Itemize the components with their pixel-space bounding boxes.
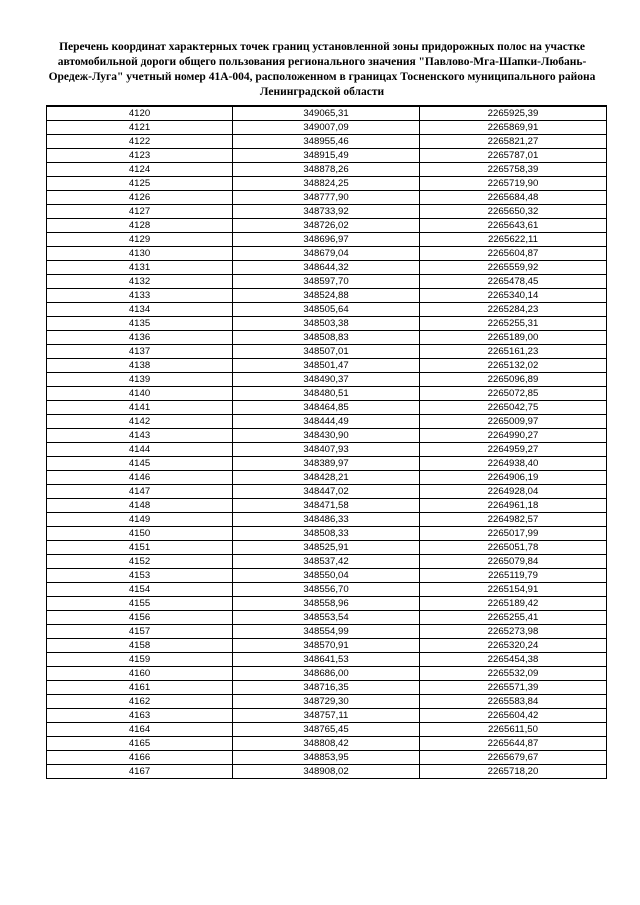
coordinate-x-cell: 348428,21 [233,471,420,485]
table-row [47,471,607,485]
coordinate-x-cell: 348644,32 [233,261,420,275]
table-row [47,639,607,653]
point-number-cell: 4141 [47,401,233,415]
coordinate-x-cell: 348508,83 [233,331,420,345]
coordinate-y-cell: 2265454,38 [420,653,607,667]
table-row [47,317,607,331]
coordinate-y-cell: 2265340,14 [420,289,607,303]
table-row [47,485,607,499]
table-row [47,359,607,373]
coordinate-y-cell: 2265650,32 [420,205,607,219]
coordinate-y-cell: 2265679,67 [420,751,607,765]
coordinate-y-cell: 2265119,79 [420,569,607,583]
coordinate-y-cell: 2265051,78 [420,541,607,555]
coordinate-x-cell: 348480,51 [233,387,420,401]
point-number-cell: 4139 [47,373,233,387]
point-number-cell: 4137 [47,345,233,359]
table-row [47,625,607,639]
coordinate-y-cell: 2265284,23 [420,303,607,317]
coordinate-x-cell: 349065,31 [233,106,420,121]
coordinate-x-cell: 348765,45 [233,723,420,737]
point-number-cell: 4132 [47,275,233,289]
coordinate-y-cell: 2264961,18 [420,499,607,513]
point-number-cell: 4127 [47,205,233,219]
point-number-cell: 4155 [47,597,233,611]
point-number-cell: 4122 [47,135,233,149]
table-row [47,611,607,625]
coordinate-x-cell: 348464,85 [233,401,420,415]
point-number-cell: 4159 [47,653,233,667]
coordinate-x-cell: 348430,90 [233,429,420,443]
table-row [47,345,607,359]
table-row [47,135,607,149]
table-row [47,681,607,695]
point-number-cell: 4138 [47,359,233,373]
table-row [47,737,607,751]
coordinate-x-cell: 348757,11 [233,709,420,723]
point-number-cell: 4125 [47,177,233,191]
coordinate-x-cell: 348553,54 [233,611,420,625]
coordinate-x-cell: 348733,92 [233,205,420,219]
coordinate-y-cell: 2265255,31 [420,317,607,331]
coordinate-x-cell: 348808,42 [233,737,420,751]
coordinate-x-cell: 348471,58 [233,499,420,513]
point-number-cell: 4148 [47,499,233,513]
table-row [47,723,607,737]
point-number-cell: 4165 [47,737,233,751]
coordinate-x-cell: 348407,93 [233,443,420,457]
coordinate-y-cell: 2265559,92 [420,261,607,275]
coordinate-x-cell: 348915,49 [233,149,420,163]
point-number-cell: 4166 [47,751,233,765]
coordinate-y-cell: 2265611,50 [420,723,607,737]
table-row [47,695,607,709]
coordinate-x-cell: 348679,04 [233,247,420,261]
table-row [47,583,607,597]
point-number-cell: 4144 [47,443,233,457]
point-number-cell: 4150 [47,527,233,541]
table-row [47,457,607,471]
coordinate-x-cell: 348908,02 [233,765,420,779]
table-row [47,429,607,443]
table-row [47,667,607,681]
table-row [47,163,607,177]
coordinate-y-cell: 2265189,42 [420,597,607,611]
point-number-cell: 4147 [47,485,233,499]
table-row [47,373,607,387]
point-number-cell: 4160 [47,667,233,681]
table-row [47,527,607,541]
point-number-cell: 4143 [47,429,233,443]
point-number-cell: 4120 [47,106,233,121]
coordinate-x-cell: 348537,42 [233,555,420,569]
table-row [47,597,607,611]
table-row [47,247,607,261]
table-row [47,205,607,219]
coordinate-x-cell: 348955,46 [233,135,420,149]
coordinate-y-cell: 2265684,48 [420,191,607,205]
coordinate-y-cell: 2265072,85 [420,387,607,401]
point-number-cell: 4142 [47,415,233,429]
table-row [47,499,607,513]
point-number-cell: 4153 [47,569,233,583]
coordinate-y-cell: 2265644,87 [420,737,607,751]
coordinate-y-cell: 2265320,24 [420,639,607,653]
coordinate-x-cell: 348524,88 [233,289,420,303]
table-row [47,177,607,191]
table-row [47,387,607,401]
point-number-cell: 4164 [47,723,233,737]
table-row [47,513,607,527]
coordinate-x-cell: 348501,47 [233,359,420,373]
coordinate-x-cell: 348444,49 [233,415,420,429]
coordinate-x-cell: 348525,91 [233,541,420,555]
coordinate-x-cell: 348556,70 [233,583,420,597]
point-number-cell: 4149 [47,513,233,527]
point-number-cell: 4134 [47,303,233,317]
table-row [47,261,607,275]
coordinate-x-cell: 348570,91 [233,639,420,653]
coordinate-y-cell: 2265255,41 [420,611,607,625]
coordinate-x-cell: 348716,35 [233,681,420,695]
table-row [47,765,607,779]
table-row [47,415,607,429]
coordinate-y-cell: 2265042,75 [420,401,607,415]
coordinates-table [46,105,607,779]
table-row [47,219,607,233]
coordinate-y-cell: 2265622,11 [420,233,607,247]
table-row [47,289,607,303]
coordinate-y-cell: 2265821,27 [420,135,607,149]
coordinate-x-cell: 348729,30 [233,695,420,709]
coordinate-x-cell: 348878,26 [233,163,420,177]
coordinate-x-cell: 348597,70 [233,275,420,289]
coordinate-y-cell: 2264928,04 [420,485,607,499]
coordinate-x-cell: 348503,38 [233,317,420,331]
document-title: Перечень координат характерных точек границ установленной зоны придорожных полос на участке автомобильной дороги общего пользования регионального значения "Павлово-Мга-Шапки-Любань-Оредеж-Луга" учетный номер 41А-004, расположенном в границах Тосненского муниципального района Ленинградской области [48,41,596,98]
point-number-cell: 4123 [47,149,233,163]
coordinate-x-cell: 348641,53 [233,653,420,667]
point-number-cell: 4151 [47,541,233,555]
coordinate-y-cell: 2264906,19 [420,471,607,485]
coordinate-x-cell: 348824,25 [233,177,420,191]
point-number-cell: 4129 [47,233,233,247]
coordinate-y-cell: 2265758,39 [420,163,607,177]
point-number-cell: 4162 [47,695,233,709]
coordinate-x-cell: 348554,99 [233,625,420,639]
point-number-cell: 4146 [47,471,233,485]
coordinate-y-cell: 2265478,45 [420,275,607,289]
coordinate-x-cell: 348558,96 [233,597,420,611]
point-number-cell: 4161 [47,681,233,695]
coordinate-y-cell: 2265787,01 [420,149,607,163]
coordinate-x-cell: 348508,33 [233,527,420,541]
coordinate-y-cell: 2264982,57 [420,513,607,527]
table-row [47,275,607,289]
coordinates-table-body [47,106,607,779]
coordinate-y-cell: 2265273,98 [420,625,607,639]
table-row [47,106,607,121]
point-number-cell: 4133 [47,289,233,303]
coordinate-y-cell: 2265189,00 [420,331,607,345]
coordinate-x-cell: 348507,01 [233,345,420,359]
table-row [47,751,607,765]
table-row [47,541,607,555]
point-number-cell: 4145 [47,457,233,471]
point-number-cell: 4136 [47,331,233,345]
coordinate-x-cell: 348777,90 [233,191,420,205]
point-number-cell: 4158 [47,639,233,653]
coordinate-x-cell: 348550,04 [233,569,420,583]
coordinate-x-cell: 348726,02 [233,219,420,233]
coordinate-y-cell: 2265161,23 [420,345,607,359]
coordinate-y-cell: 2264990,27 [420,429,607,443]
table-row [47,569,607,583]
point-number-cell: 4157 [47,625,233,639]
coordinate-y-cell: 2265017,99 [420,527,607,541]
coordinate-x-cell: 348447,02 [233,485,420,499]
table-row [47,191,607,205]
coordinate-y-cell: 2265925,39 [420,106,607,121]
coordinate-x-cell: 348686,00 [233,667,420,681]
coordinate-y-cell: 2265079,84 [420,555,607,569]
coordinate-y-cell: 2265604,87 [420,247,607,261]
point-number-cell: 4126 [47,191,233,205]
coordinate-y-cell: 2265571,39 [420,681,607,695]
point-number-cell: 4154 [47,583,233,597]
coordinate-x-cell: 348486,33 [233,513,420,527]
point-number-cell: 4121 [47,121,233,135]
table-row [47,401,607,415]
table-row [47,653,607,667]
coordinate-x-cell: 348853,95 [233,751,420,765]
coordinate-y-cell: 2265604,42 [420,709,607,723]
point-number-cell: 4152 [47,555,233,569]
point-number-cell: 4163 [47,709,233,723]
table-row [47,149,607,163]
table-row [47,709,607,723]
table-row [47,555,607,569]
coordinate-x-cell: 348490,37 [233,373,420,387]
point-number-cell: 4128 [47,219,233,233]
coordinate-y-cell: 2265719,90 [420,177,607,191]
coordinate-y-cell: 2265532,09 [420,667,607,681]
point-number-cell: 4124 [47,163,233,177]
coordinate-y-cell: 2265096,89 [420,373,607,387]
point-number-cell: 4130 [47,247,233,261]
point-number-cell: 4167 [47,765,233,779]
coordinate-y-cell: 2265643,61 [420,219,607,233]
table-row [47,233,607,247]
table-row [47,121,607,135]
coordinate-y-cell: 2264938,40 [420,457,607,471]
coordinate-y-cell: 2265009,97 [420,415,607,429]
point-number-cell: 4156 [47,611,233,625]
table-row [47,331,607,345]
table-row [47,303,607,317]
coordinate-y-cell: 2265718,20 [420,765,607,779]
coordinate-x-cell: 348696,97 [233,233,420,247]
coordinate-x-cell: 348389,97 [233,457,420,471]
point-number-cell: 4135 [47,317,233,331]
coordinate-y-cell: 2265869,91 [420,121,607,135]
coordinate-y-cell: 2265583,84 [420,695,607,709]
point-number-cell: 4131 [47,261,233,275]
coordinate-y-cell: 2264959,27 [420,443,607,457]
point-number-cell: 4140 [47,387,233,401]
table-row [47,443,607,457]
coordinate-y-cell: 2265154,91 [420,583,607,597]
coordinate-x-cell: 349007,09 [233,121,420,135]
coordinate-y-cell: 2265132,02 [420,359,607,373]
coordinate-x-cell: 348505,64 [233,303,420,317]
